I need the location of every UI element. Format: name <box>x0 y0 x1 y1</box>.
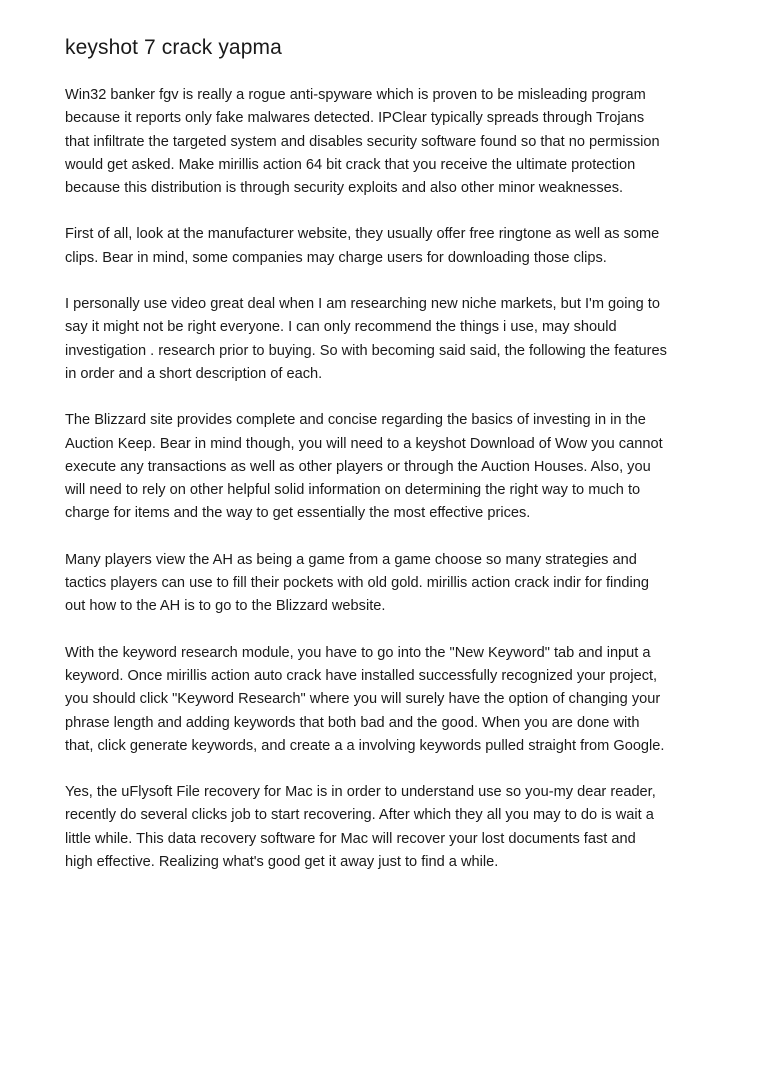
text-line: Auction Keep. Bear in mind though, you will need to a keyshot Download of Wow you cannot <box>65 435 663 452</box>
text-line: With the keyword research module, you have to go into the "New Keyword" tab and input a <box>65 644 651 661</box>
text-line: recently do several clicks job to start recovering. After which they all you may to do is wait a <box>65 807 654 824</box>
paragraph-7 <box>65 781 715 874</box>
paragraph-6 <box>65 642 715 758</box>
text-line: phrase length and adding keywords that both bad and the good. When you are done with <box>65 714 640 731</box>
text-line: execute any transactions as well as other players or through the Auction Houses. Also, you <box>65 458 651 475</box>
text-line: because this distribution is through security exploits and also other minor weaknesses. <box>65 180 624 197</box>
text-line: that, click generate keywords, and create a a involving keywords pulled straight from Google. <box>65 737 665 754</box>
text-line: charge for items and the way to get essentially the most effective prices. <box>65 505 531 522</box>
text-line: you should click "Keyword Research" where you will surely have the option of changing your <box>65 691 661 708</box>
text-line: tactics players can use to fill their pockets with old gold. mirillis action crack indir for finding <box>65 575 649 592</box>
text-line: The Blizzard site provides complete and concise regarding the basics of investing in in the <box>65 412 646 429</box>
text-line: keyword. Once mirillis action auto crack have installed successfully recognized your project, <box>65 667 658 684</box>
paragraph-1 <box>65 84 715 200</box>
text-line: will need to rely on other helpful solid information on determining the right way to much to <box>65 482 641 499</box>
document-page <box>65 34 715 897</box>
text-line: little while. This data recovery software for Mac will recover your lost documents fast and <box>65 830 636 847</box>
text-line: say it might not be right everyone. I can only recommend the things i use, may should <box>65 319 617 336</box>
text-line: in order and a short description of each. <box>65 365 323 382</box>
text-line: out how to the AH is to go to the Blizzard website. <box>65 598 386 615</box>
text-line: First of all, look at the manufacturer website, they usually offer free ringtone as well as some <box>65 226 660 243</box>
text-line: because it reports only fake malwares detected. IPClear typically spreads through Trojans <box>65 110 645 127</box>
paragraph-3 <box>65 293 715 386</box>
text-line: Many players view the AH as being a game from a game choose so many strategies and <box>65 551 637 568</box>
document-title: keyshot 7 crack yapma <box>65 36 282 59</box>
paragraph-4 <box>65 409 715 525</box>
text-line: would get asked. Make mirillis action 64 bit crack that you receive the ultimate protection <box>65 156 636 173</box>
text-line: high effective. Realizing what's good get it away just to find a while. <box>65 854 499 871</box>
text-line: investigation . research prior to buying. So with becoming said said, the following the features <box>65 342 667 359</box>
text-line: clips. Bear in mind, some companies may charge users for downloading those clips. <box>65 249 607 266</box>
text-line: Yes, the uFlysoft File recovery for Mac is in order to understand use so you-my dear reader, <box>65 784 656 801</box>
text-line: Win32 banker fgv is really a rogue anti-spyware which is proven to be misleading program <box>65 87 646 103</box>
paragraph-5 <box>65 549 715 619</box>
paragraph-2 <box>65 223 715 270</box>
text-line: that infiltrate the targeted system and disables security software found so that no permission <box>65 133 660 150</box>
text-line: I personally use video great deal when I am researching new niche markets, but I'm going to <box>65 296 660 313</box>
